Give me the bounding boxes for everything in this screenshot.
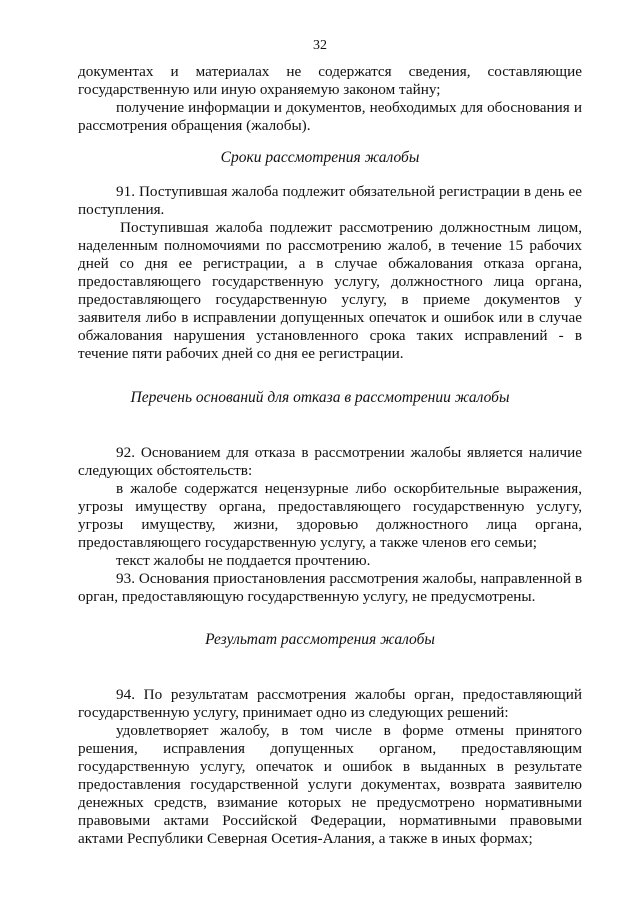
paragraph: текст жалобы не поддается прочтению. [116,552,371,569]
paragraph: Поступившая жалоба подлежит рассмотрению должностным лицом, наделенным полномочиями по рассмотрению жалоб, в течение 15 рабочих дней со дня ее регистрации, а в случае обжалования отказа органа, предоставляющего государственную услугу, должностного лица органа, предоставляющего государственную услугу, в приеме документов у заявителя либо в исправлении допущенных опечаток и ошибок или в случае обжалования нарушения установленного срока таких исправлений - в течение пяти рабочих дней со дня ее регистрации. [78,219,582,362]
section-heading-refusal-grounds: Перечень оснований для отказа в рассмотрении жалобы [130,389,510,406]
paragraph: в жалобе содержатся нецензурные либо оскорбительные выражения, угрозы имуществу органа, предоставляющего государственную услугу, угрозы имуществу, жизни, здоровью должностного лица органа, предоставляющего государственную услугу, а также членов его семьи; [78,480,582,551]
paragraph-block-2 [78,183,582,363]
section-heading-review-terms: Сроки рассмотрения жалобы [220,149,420,166]
paragraph-block-4 [78,686,582,848]
paragraph: получение информации и документов, необходимых для обоснования и рассмотрения обращения (жалобы). [78,99,582,134]
paragraph: документах и материалах не содержатся сведения, составляющие государственную или иную охраняемую законом тайну; [78,63,582,98]
paragraph: удовлетворяет жалобу, в том числе в форме отмены принятого решения, исправления допущенных органом, предоставляющим государственную услугу, опечаток и ошибок в выданных в результате предоставления государственной услуги документах, возврата заявителю денежных средств, взимание которых не предусмотрено нормативными правовыми актами Российской Федерации, нормативными правовыми актами Республики Северная Осетия-Алания, а также в иных формах; [78,722,582,847]
page-number: 32 [313,38,327,53]
paragraph-block-1 [78,63,582,135]
paragraph-block-3 [78,444,582,606]
section-heading-review-result: Результат рассмотрения жалобы [205,631,435,648]
paragraph: 94. По результатам рассмотрения жалобы орган, предоставляющий государственную услугу, принимает одно из следующих решений: [78,686,582,721]
paragraph: 91. Поступившая жалоба подлежит обязательной регистрации в день ее поступления. [78,183,582,218]
paragraph: 92. Основанием для отказа в рассмотрении жалобы является наличие следующих обстоятельств: [78,444,582,479]
paragraph: 93. Основания приостановления рассмотрения жалобы, направленной в орган, предоставляющую государственную услугу, не предусмотрены. [78,570,582,605]
